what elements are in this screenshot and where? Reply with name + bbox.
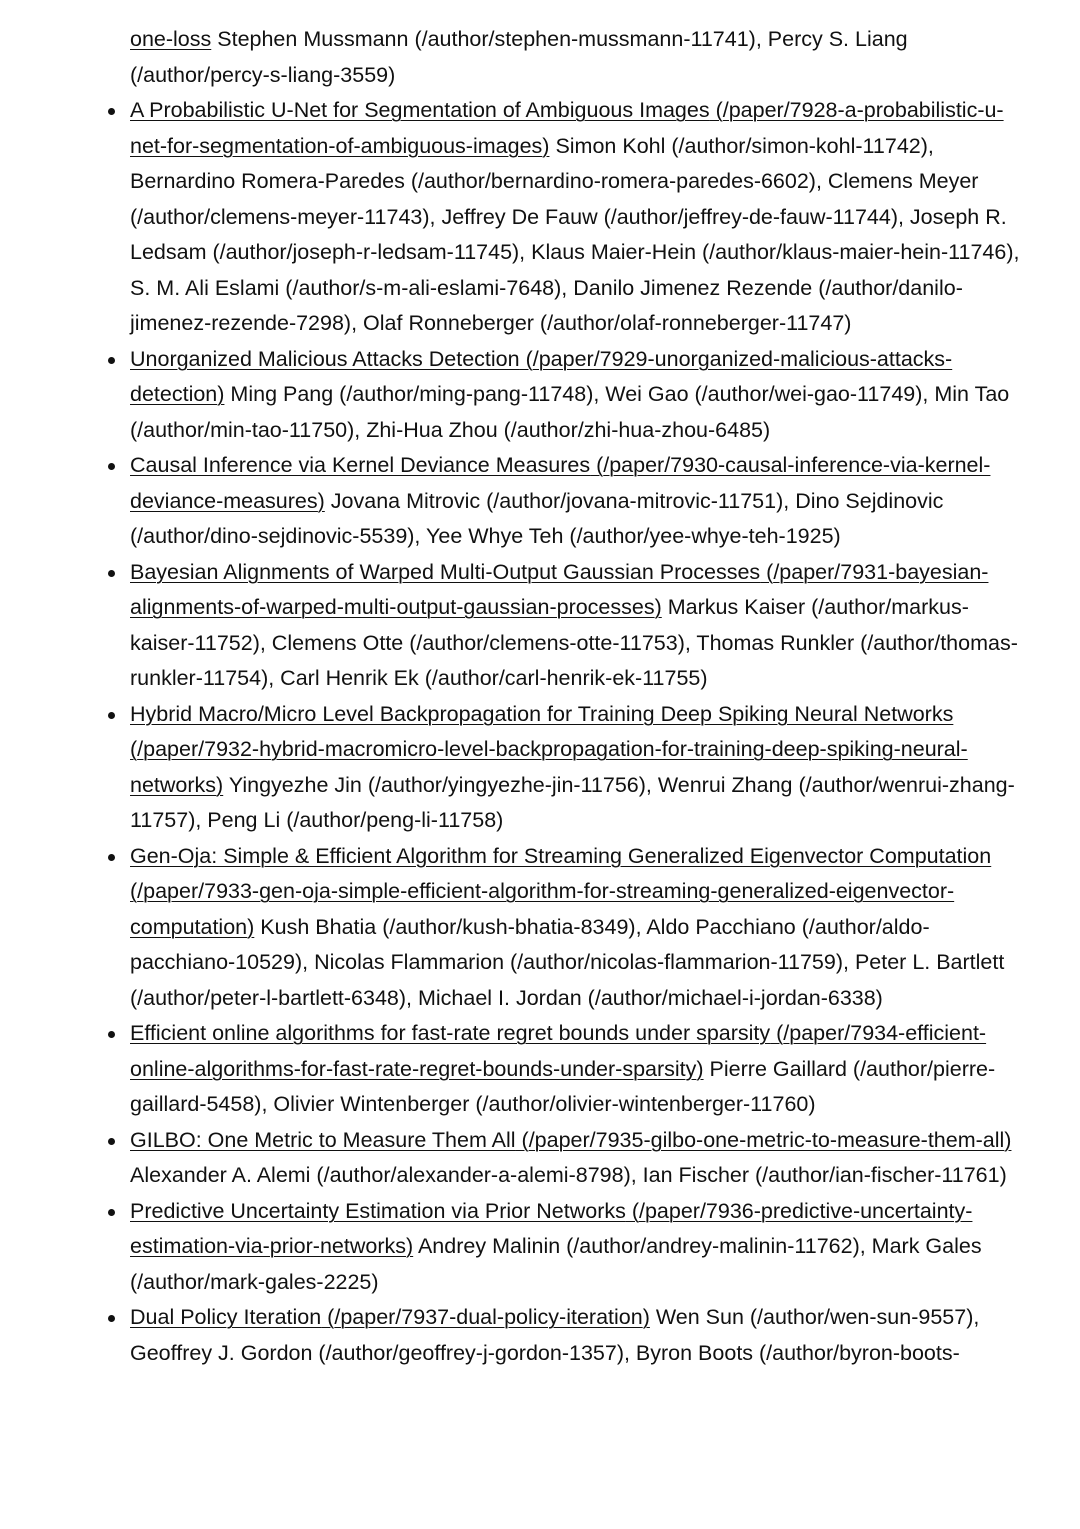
paper-link-continued[interactable]: one-loss: [130, 27, 212, 51]
paper-title: Causal Inference via Kernel Deviance Measures: [130, 453, 591, 477]
paper-title: GILBO: One Metric to Measure Them All: [130, 1127, 516, 1152]
list-item: [130, 448, 1020, 555]
paper-link[interactable]: Efficient online algorithms for fast-rate regret bounds under sparsity (/paper/7934-efficient-online-algorithms-for-fast-rate-regret-bounds-under-sparsity): [130, 1021, 987, 1081]
paper-path: /paper/7936-predictive-uncertainty-estimation-via-prior-networks: [130, 1198, 973, 1258]
paper-authors: Yingyezhe Jin (/author/yingyezhe-jin-11756), Wenrui Zhang (/author/wenrui-zhang-11757), Peng Li (/author/peng-li-11758): [130, 772, 1015, 832]
paper-title: Predictive Uncertainty Estimation via Prior Networks: [130, 1198, 626, 1223]
paper-title: Unorganized Malicious Attacks Detection: [130, 346, 520, 371]
list-item: [130, 839, 1020, 1017]
paper-authors: Andrey Malinin (/author/andrey-malinin-11762), Mark Gales (/author/mark-gales-2225): [130, 1234, 982, 1294]
paper-link[interactable]: GILBO: One Metric to Measure Them All (/paper/7935-gilbo-one-metric-to-measure-them-all): [130, 1127, 1012, 1152]
paper-title: Hybrid Macro/Micro Level Backpropagation for Training Deep Spiking Neural Networks: [130, 701, 954, 726]
list-item: [130, 555, 1020, 697]
paper-list-content: [130, 22, 1020, 1371]
paper-link[interactable]: Gen-Oja: Simple & Efficient Algorithm for Streaming Generalized Eigenvector Computation (/paper/7933-gen-oja-simple-efficient-algorithm-for-streaming-generalized-eigenvector-computation): [130, 843, 992, 939]
paper-link[interactable]: Predictive Uncertainty Estimation via Prior Networks (/paper/7936-predictive-uncertainty-estimation-via-prior-networks): [130, 1198, 973, 1258]
paper-authors: Wen Sun (/author/wen-sun-9557), Geoffrey J. Gordon (/author/geoffrey-j-gordon-1357), Byron Boots (/author/byron-boots-: [130, 1305, 980, 1365]
list-item: [130, 1194, 1020, 1301]
paper-title: Gen-Oja: Simple & Efficient Algorithm for Streaming Generalized Eigenvector Computation: [130, 843, 992, 868]
paper-path: /paper/7928-a-probabilistic-u-net-for-segmentation-of-ambiguous-images: [130, 98, 1004, 158]
paper-list: [130, 93, 1020, 1371]
paper-title: Bayesian Alignments of Warped Multi-Output Gaussian Processes: [130, 559, 761, 584]
paper-link[interactable]: Hybrid Macro/Micro Level Backpropagation for Training Deep Spiking Neural Networks (/paper/7932-hybrid-macromicro-level-backpropagation-for-training-deep-spiking-neural-networks): [130, 701, 968, 797]
paper-link[interactable]: Dual Policy Iteration (/paper/7937-dual-policy-iteration): [130, 1305, 650, 1329]
paper-title: Dual Policy Iteration: [130, 1305, 322, 1329]
paper-link[interactable]: Bayesian Alignments of Warped Multi-Output Gaussian Processes (/paper/7931-bayesian-alignments-of-warped-multi-output-gaussian-processes): [130, 559, 989, 619]
continued-list-item: [130, 22, 1020, 93]
list-item: [130, 1123, 1020, 1194]
paper-path: /paper/7931-bayesian-alignments-of-warped-multi-output-gaussian-processes: [130, 559, 989, 619]
paper-path: /paper/7937-dual-policy-iteration: [334, 1305, 643, 1329]
paper-authors: Alexander A. Alemi (/author/alexander-a-alemi-8798), Ian Fischer (/author/ian-fischer-11761): [130, 1163, 1007, 1187]
paper-link[interactable]: Causal Inference via Kernel Deviance Measures (/paper/7930-causal-inference-via-kernel-deviance-measures): [130, 453, 991, 513]
paper-authors: Simon Kohl (/author/simon-kohl-11742), Bernardino Romera-Paredes (/author/bernardino-romera-paredes-6602), Clemens Meyer (/author/clemens-meyer-11743), Jeffrey De Fauw (/author/jeffrey-de-fauw-11744), Joseph R. Ledsam (/author/joseph-r-ledsam-11745), Klaus Maier-Hein (/author/klaus-maier-hein-11746), S. M. Ali Eslami (/author/s-m-ali-eslami-7648), Danilo Jimenez Rezende (/author/danilo-jimenez-rezende-7298), Olaf Ronneberger (/author/olaf-ronneberger-11747): [130, 133, 1020, 335]
list-item: [130, 342, 1020, 449]
paper-title: A Probabilistic U-Net for Segmentation of Ambiguous Images: [130, 98, 710, 122]
paper-path: /paper/7935-gilbo-one-metric-to-measure-them-all: [528, 1127, 1005, 1152]
paper-authors: Pierre Gaillard (/author/pierre-gaillard-5458), Olivier Wintenberger (/author/olivier-wintenberger-11760): [130, 1056, 996, 1116]
list-item: [130, 697, 1020, 839]
paper-path: /paper/7929-unorganized-malicious-attacks-detection: [130, 346, 953, 406]
paper-authors: Markus Kaiser (/author/markus-kaiser-11752), Clemens Otte (/author/clemens-otte-11753), Thomas Runkler (/author/thomas-runkler-11754), Carl Henrik Ek (/author/carl-henrik-ek-11755): [130, 595, 1018, 690]
paper-path: /paper/7930-causal-inference-via-kernel-deviance-measures: [130, 453, 991, 513]
paper-path: /paper/7932-hybrid-macromicro-level-backpropagation-for-training-deep-spiking-neural-networks: [130, 737, 968, 797]
paper-title: Efficient online algorithms for fast-rate regret bounds under sparsity: [130, 1021, 771, 1045]
paper-authors: Kush Bhatia (/author/kush-bhatia-8349), Aldo Pacchiano (/author/aldo-pacchiano-10529), Nicolas Flammarion (/author/nicolas-flammarion-11759), Peter L. Bartlett (/author/peter-l-bartlett-6348), Michael I. Jordan (/author/michael-i-jordan-6338): [130, 914, 1005, 1010]
paper-link[interactable]: Unorganized Malicious Attacks Detection (/paper/7929-unorganized-malicious-attacks-detection): [130, 346, 953, 406]
list-item: [130, 93, 1020, 342]
paper-link[interactable]: A Probabilistic U-Net for Segmentation of Ambiguous Images (/paper/7928-a-probabilistic-u-net-for-segmentation-of-ambiguous-images): [130, 98, 1004, 158]
paper-path: /paper/7933-gen-oja-simple-efficient-algorithm-for-streaming-generalized-eigenvector-computation: [130, 879, 955, 939]
paper-path: /paper/7934-efficient-online-algorithms-for-fast-rate-regret-bounds-under-sparsity: [130, 1021, 987, 1081]
list-item: [130, 1300, 1020, 1371]
paper-authors: Stephen Mussmann (/author/stephen-mussmann-11741), Percy S. Liang (/author/percy-s-liang-3559): [130, 27, 908, 87]
paper-authors: Jovana Mitrovic (/author/jovana-mitrovic-11751), Dino Sejdinovic (/author/dino-sejdinovic-5539), Yee Whye Teh (/author/yee-whye-teh-1925): [130, 488, 944, 548]
paper-authors: Ming Pang (/author/ming-pang-11748), Wei Gao (/author/wei-gao-11749), Min Tao (/author/min-tao-11750), Zhi-Hua Zhou (/author/zhi-hua-zhou-6485): [130, 382, 1010, 442]
list-item: [130, 1016, 1020, 1123]
